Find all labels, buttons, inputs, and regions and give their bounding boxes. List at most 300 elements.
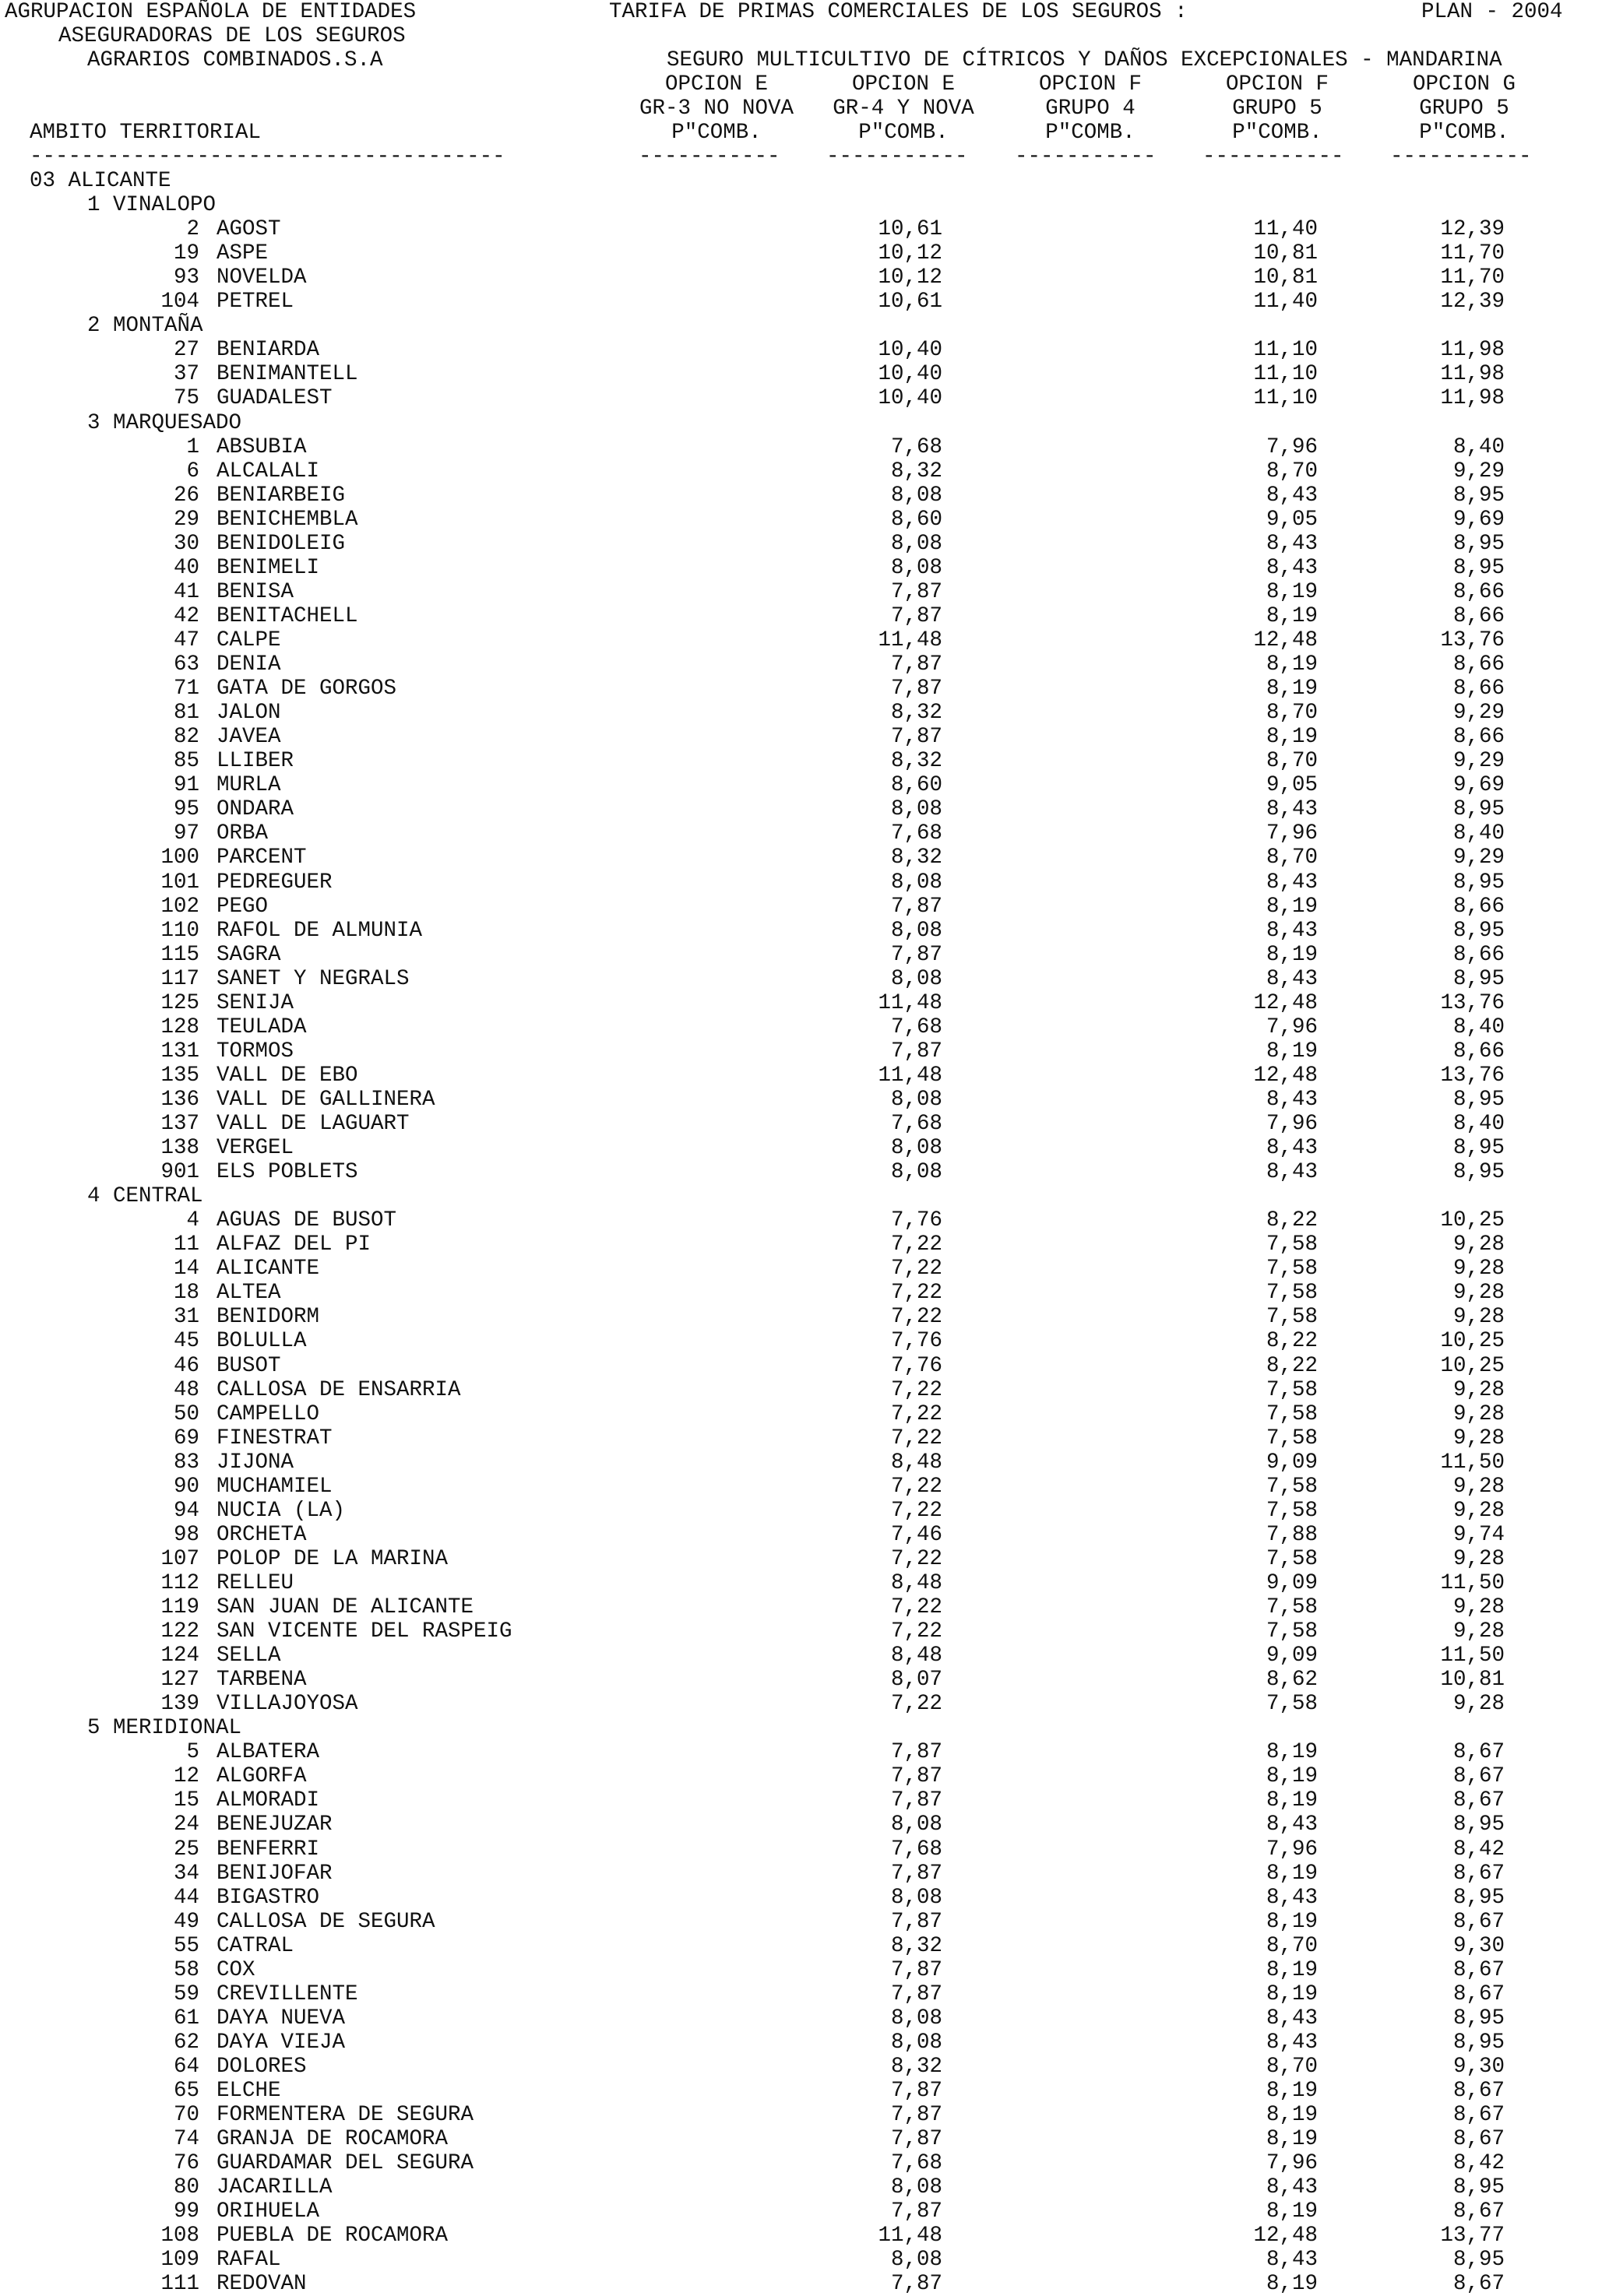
municipality-name: BENIMELI (217, 555, 320, 580)
municipality-name: SANET Y NEGRALS (217, 966, 410, 991)
premium-g-gr5: 8,67 (1452, 2127, 1505, 2152)
premium-f-gr5: 7,58 (1266, 1257, 1318, 1282)
premium-f-gr5: 9,09 (1266, 1644, 1318, 1668)
premium-f-gr5: 12,48 (1253, 2224, 1318, 2249)
municipality-name: GUADALEST (217, 386, 333, 411)
premium-g-gr5: 8,67 (1452, 2079, 1505, 2103)
premium-e-gr4: 7,22 (890, 1692, 942, 1717)
premium-g-gr5: 9,30 (1452, 1933, 1505, 1958)
premium-g-gr5: 8,66 (1452, 894, 1505, 919)
premium-f-gr5: 7,96 (1266, 1837, 1318, 1862)
premium-f-gr5: 12,48 (1253, 990, 1318, 1015)
premium-g-gr5: 8,67 (1452, 2199, 1505, 2224)
premium-g-gr5: 9,28 (1452, 1232, 1505, 1257)
premium-e-gr4: 7,87 (890, 1764, 942, 1789)
premium-e-gr4: 8,08 (890, 1160, 942, 1184)
municipality-code: 139 (160, 1692, 199, 1717)
municipality-code: 99 (173, 2199, 199, 2224)
municipality-code: 901 (160, 1160, 199, 1184)
premium-e-gr4: 7,22 (890, 1474, 942, 1499)
premium-f-gr5: 8,19 (1266, 603, 1318, 628)
municipality-name: PETREL (217, 290, 294, 315)
org-line-1: AGRUPACION ESPAÑOLA DE ENTIDADES (5, 0, 417, 24)
premium-f-gr5: 7,58 (1266, 1401, 1318, 1426)
municipality-name: AGOST (217, 217, 281, 242)
premium-g-gr5: 13,76 (1440, 990, 1505, 1015)
municipality-code: 6 (186, 459, 199, 483)
premium-e-gr4: 8,48 (890, 1570, 942, 1595)
premium-f-gr5: 12,48 (1253, 628, 1318, 652)
municipality-code: 29 (173, 507, 199, 532)
col3-rule: ----------- (1015, 145, 1157, 169)
municipality-code: 5 (186, 1740, 199, 1765)
premium-g-gr5: 13,76 (1440, 1063, 1505, 1088)
municipality-name: ALCALALI (217, 459, 320, 483)
premium-e-gr4: 8,32 (890, 846, 942, 870)
premium-f-gr5: 8,19 (1266, 2272, 1318, 2296)
premium-e-gr4: 7,87 (890, 1909, 942, 1934)
municipality-code: 61 (173, 2006, 199, 2031)
municipality-code: 101 (160, 870, 199, 895)
premium-f-gr5: 7,88 (1266, 1522, 1318, 1547)
municipality-name: VALL DE GALLINERA (217, 1087, 435, 1112)
premium-e-gr4: 7,68 (890, 821, 942, 846)
municipality-code: 48 (173, 1377, 199, 1402)
col5-rule: ----------- (1390, 145, 1532, 169)
premium-g-gr5: 8,67 (1452, 1788, 1505, 1813)
col1-rule: ----------- (639, 145, 780, 169)
municipality-name: VALL DE LAGUART (217, 1112, 410, 1136)
premium-e-gr4: 10,40 (878, 386, 942, 411)
municipality-name: DAYA NUEVA (217, 2006, 346, 2031)
premium-g-gr5: 10,25 (1440, 1353, 1505, 1378)
premium-g-gr5: 8,95 (1452, 1160, 1505, 1184)
premium-g-gr5: 8,40 (1452, 821, 1505, 846)
premium-f-gr5: 8,22 (1266, 1329, 1318, 1354)
premium-f-gr5: 8,19 (1266, 894, 1318, 919)
municipality-code: 15 (173, 1788, 199, 1813)
premium-f-gr5: 8,43 (1266, 2248, 1318, 2273)
premium-e-gr4: 8,08 (890, 1813, 942, 1837)
premium-e-gr4: 7,87 (890, 2103, 942, 2127)
municipality-code: 58 (173, 1957, 199, 1982)
municipality-code: 115 (160, 942, 199, 967)
col1-unit: P"COMB. (671, 121, 762, 145)
premium-e-gr4: 8,08 (890, 918, 942, 943)
premium-e-gr4: 8,08 (890, 555, 942, 580)
municipality-code: 83 (173, 1450, 199, 1475)
premium-f-gr5: 8,19 (1266, 1981, 1318, 2006)
premium-e-gr4: 7,22 (890, 1377, 942, 1402)
municipality-code: 74 (173, 2127, 199, 2152)
col2-group: GR-4 Y NOVA (833, 97, 974, 121)
premium-e-gr4: 8,08 (890, 531, 942, 556)
premium-g-gr5: 9,29 (1452, 749, 1505, 774)
premium-e-gr4: 7,22 (890, 1619, 942, 1644)
premium-f-gr5: 8,19 (1266, 2199, 1318, 2224)
municipality-name: DENIA (217, 652, 281, 677)
premium-f-gr5: 12,48 (1253, 1063, 1318, 1088)
municipality-code: 70 (173, 2103, 199, 2127)
municipality-code: 30 (173, 531, 199, 556)
premium-f-gr5: 8,43 (1266, 1136, 1318, 1160)
municipality-name: BENIDORM (217, 1305, 320, 1330)
premium-e-gr4: 7,22 (890, 1305, 942, 1330)
premium-e-gr4: 10,61 (878, 217, 942, 242)
municipality-name: RELLEU (217, 1570, 294, 1595)
municipality-name: SAN VICENTE DEL RASPEIG (217, 1619, 512, 1644)
premium-e-gr4: 8,07 (890, 1668, 942, 1693)
premium-f-gr5: 8,19 (1266, 2079, 1318, 2103)
municipality-code: 65 (173, 2079, 199, 2103)
premium-e-gr4: 11,48 (878, 628, 942, 652)
premium-g-gr5: 9,28 (1452, 1281, 1505, 1306)
premium-f-gr5: 8,43 (1266, 797, 1318, 822)
comarca-heading: 4 CENTRAL (87, 1184, 203, 1209)
premium-e-gr4: 7,87 (890, 1957, 942, 1982)
municipality-name: DOLORES (217, 2054, 307, 2079)
premium-f-gr5: 8,70 (1266, 701, 1318, 726)
premium-g-gr5: 9,30 (1452, 2054, 1505, 2079)
municipality-name: REDOVAN (217, 2272, 307, 2296)
premium-g-gr5: 9,29 (1452, 846, 1505, 870)
premium-g-gr5: 8,67 (1452, 1981, 1505, 2006)
municipality-code: 2 (186, 217, 199, 242)
premium-f-gr5: 7,96 (1266, 434, 1318, 459)
premium-g-gr5: 8,95 (1452, 2030, 1505, 2055)
premium-f-gr5: 8,70 (1266, 1933, 1318, 1958)
premium-f-gr5: 8,43 (1266, 2175, 1318, 2200)
premium-g-gr5: 8,95 (1452, 2175, 1505, 2200)
premium-f-gr5: 8,19 (1266, 1764, 1318, 1789)
premium-g-gr5: 11,70 (1440, 265, 1505, 290)
municipality-code: 119 (160, 1595, 199, 1619)
premium-f-gr5: 8,43 (1266, 918, 1318, 943)
premium-e-gr4: 7,87 (890, 1740, 942, 1765)
municipality-code: 138 (160, 1136, 199, 1160)
premium-e-gr4: 10,12 (878, 241, 942, 266)
municipality-name: GRANJA DE ROCAMORA (217, 2127, 449, 2152)
municipality-code: 69 (173, 1426, 199, 1450)
premium-f-gr5: 8,19 (1266, 2103, 1318, 2127)
municipality-name: AGUAS DE BUSOT (217, 1208, 397, 1233)
premium-g-gr5: 9,28 (1452, 1257, 1505, 1282)
premium-g-gr5: 8,95 (1452, 918, 1505, 943)
municipality-name: BENISA (217, 579, 294, 604)
municipality-code: 14 (173, 1257, 199, 1282)
premium-g-gr5: 8,95 (1452, 797, 1505, 822)
premium-e-gr4: 8,08 (890, 2175, 942, 2200)
premium-g-gr5: 8,95 (1452, 966, 1505, 991)
premium-e-gr4: 7,68 (890, 1112, 942, 1136)
col1-group: GR-3 NO NOVA (639, 97, 794, 121)
premium-g-gr5: 9,28 (1452, 1401, 1505, 1426)
premium-g-gr5: 8,67 (1452, 2103, 1505, 2127)
ambito-label: AMBITO TERRITORIAL (30, 121, 262, 145)
premium-e-gr4: 7,87 (890, 2199, 942, 2224)
municipality-name: CATRAL (217, 1933, 294, 1958)
col4-unit: P"COMB. (1232, 121, 1322, 145)
premium-g-gr5: 8,95 (1452, 2006, 1505, 2031)
premium-e-gr4: 7,87 (890, 1039, 942, 1064)
premium-f-gr5: 7,96 (1266, 1112, 1318, 1136)
premium-g-gr5: 8,66 (1452, 942, 1505, 967)
premium-g-gr5: 8,95 (1452, 1813, 1505, 1837)
municipality-name: BENITACHELL (217, 603, 358, 628)
municipality-code: 59 (173, 1981, 199, 2006)
municipality-name: BENICHEMBLA (217, 507, 358, 532)
col5-group: GRUPO 5 (1419, 97, 1509, 121)
municipality-code: 25 (173, 1837, 199, 1862)
premium-e-gr4: 8,48 (890, 1644, 942, 1668)
premium-e-gr4: 8,08 (890, 966, 942, 991)
premium-f-gr5: 8,70 (1266, 846, 1318, 870)
municipality-code: 1 (186, 434, 199, 459)
municipality-code: 98 (173, 1522, 199, 1547)
premium-g-gr5: 9,28 (1452, 1498, 1505, 1523)
premium-f-gr5: 8,70 (1266, 749, 1318, 774)
municipality-code: 27 (173, 338, 199, 363)
premium-f-gr5: 7,58 (1266, 1232, 1318, 1257)
municipality-name: MURLA (217, 773, 281, 798)
premium-e-gr4: 11,48 (878, 990, 942, 1015)
org-line-2: ASEGURADORAS DE LOS SEGUROS (58, 24, 406, 48)
premium-e-gr4: 7,87 (890, 894, 942, 919)
municipality-code: 64 (173, 2054, 199, 2079)
premium-g-gr5: 11,98 (1440, 386, 1505, 411)
premium-f-gr5: 8,19 (1266, 652, 1318, 677)
premium-f-gr5: 9,05 (1266, 507, 1318, 532)
premium-f-gr5: 7,58 (1266, 1692, 1318, 1717)
premium-g-gr5: 8,66 (1452, 652, 1505, 677)
premium-f-gr5: 7,58 (1266, 1281, 1318, 1306)
col3-option: OPCION F (1038, 72, 1142, 97)
premium-g-gr5: 8,42 (1452, 1837, 1505, 1862)
municipality-code: 85 (173, 749, 199, 774)
municipality-code: 12 (173, 1764, 199, 1789)
municipality-name: CALLOSA DE ENSARRIA (217, 1377, 461, 1402)
municipality-name: NUCIA (LA) (217, 1498, 346, 1523)
municipality-code: 50 (173, 1401, 199, 1426)
premium-f-gr5: 8,43 (1266, 870, 1318, 895)
municipality-code: 93 (173, 265, 199, 290)
premium-f-gr5: 8,19 (1266, 1788, 1318, 1813)
premium-f-gr5: 8,43 (1266, 1885, 1318, 1910)
premium-e-gr4: 7,87 (890, 1981, 942, 2006)
municipality-name: BENIARDA (217, 338, 320, 363)
ambito-rule: ------------------------------------- (30, 145, 505, 169)
municipality-code: 131 (160, 1039, 199, 1064)
premium-f-gr5: 7,58 (1266, 1595, 1318, 1619)
premium-f-gr5: 8,22 (1266, 1353, 1318, 1378)
premium-g-gr5: 9,29 (1452, 701, 1505, 726)
premium-e-gr4: 11,48 (878, 1063, 942, 1088)
premium-e-gr4: 7,87 (890, 1788, 942, 1813)
municipality-name: NOVELDA (217, 265, 307, 290)
premium-g-gr5: 12,39 (1440, 217, 1505, 242)
comarca-heading: 5 MERIDIONAL (87, 1716, 242, 1741)
municipality-name: ALGORFA (217, 1764, 307, 1789)
municipality-name: MUCHAMIEL (217, 1474, 333, 1499)
premium-f-gr5: 8,19 (1266, 1861, 1318, 1886)
premium-f-gr5: 11,40 (1253, 217, 1318, 242)
premium-e-gr4: 10,61 (878, 290, 942, 315)
municipality-name: BENIDOLEIG (217, 531, 346, 556)
premium-f-gr5: 7,58 (1266, 1474, 1318, 1499)
premium-g-gr5: 8,66 (1452, 579, 1505, 604)
org-line-3: AGRARIOS COMBINADOS.S.A (87, 48, 383, 72)
premium-f-gr5: 7,58 (1266, 1546, 1318, 1571)
premium-e-gr4: 7,22 (890, 1426, 942, 1450)
municipality-code: 63 (173, 652, 199, 677)
premium-f-gr5: 7,58 (1266, 1377, 1318, 1402)
premium-g-gr5: 8,66 (1452, 725, 1505, 750)
premium-f-gr5: 11,10 (1253, 362, 1318, 387)
municipality-name: BENIJOFAR (217, 1861, 333, 1886)
municipality-code: 94 (173, 1498, 199, 1523)
premium-f-gr5: 7,58 (1266, 1498, 1318, 1523)
premium-e-gr4: 8,08 (890, 797, 942, 822)
municipality-name: BENEJUZAR (217, 1813, 333, 1837)
premium-g-gr5: 11,50 (1440, 1644, 1505, 1668)
premium-e-gr4: 7,87 (890, 603, 942, 628)
municipality-name: RAFAL (217, 2248, 281, 2273)
premium-e-gr4: 7,87 (890, 677, 942, 701)
premium-e-gr4: 7,87 (890, 652, 942, 677)
premium-g-gr5: 9,28 (1452, 1377, 1505, 1402)
municipality-code: 100 (160, 846, 199, 870)
premium-e-gr4: 7,87 (890, 725, 942, 750)
municipality-name: CALLOSA DE SEGURA (217, 1909, 435, 1934)
premium-e-gr4: 8,08 (890, 2006, 942, 2031)
municipality-name: JAVEA (217, 725, 281, 750)
col2-unit: P"COMB. (858, 121, 949, 145)
premium-g-gr5: 8,40 (1452, 1014, 1505, 1039)
premium-e-gr4: 8,60 (890, 773, 942, 798)
premium-e-gr4: 7,68 (890, 1014, 942, 1039)
municipality-name: SENIJA (217, 990, 294, 1015)
premium-f-gr5: 8,62 (1266, 1668, 1318, 1693)
premium-e-gr4: 11,48 (878, 2224, 942, 2249)
premium-e-gr4: 7,87 (890, 942, 942, 967)
premium-f-gr5: 8,19 (1266, 2127, 1318, 2152)
premium-g-gr5: 8,95 (1452, 870, 1505, 895)
premium-f-gr5: 8,22 (1266, 1208, 1318, 1233)
municipality-code: 34 (173, 1861, 199, 1886)
premium-g-gr5: 9,28 (1452, 1692, 1505, 1717)
municipality-name: ABSUBIA (217, 434, 307, 459)
municipality-code: 62 (173, 2030, 199, 2055)
premium-f-gr5: 8,43 (1266, 966, 1318, 991)
municipality-name: POLOP DE LA MARINA (217, 1546, 449, 1571)
premium-e-gr4: 7,87 (890, 1861, 942, 1886)
municipality-code: 42 (173, 603, 199, 628)
municipality-code: 117 (160, 966, 199, 991)
municipality-code: 102 (160, 894, 199, 919)
municipality-name: ONDARA (217, 797, 294, 822)
municipality-name: VILLAJOYOSA (217, 1692, 358, 1717)
premium-f-gr5: 8,19 (1266, 725, 1318, 750)
premium-g-gr5: 8,66 (1452, 1039, 1505, 1064)
premium-f-gr5: 7,96 (1266, 1014, 1318, 1039)
premium-e-gr4: 7,68 (890, 434, 942, 459)
municipality-name: ORCHETA (217, 1522, 307, 1547)
premium-e-gr4: 7,22 (890, 1401, 942, 1426)
premium-f-gr5: 9,09 (1266, 1570, 1318, 1595)
col5-option: OPCION G (1412, 72, 1516, 97)
premium-f-gr5: 11,10 (1253, 386, 1318, 411)
municipality-code: 122 (160, 1619, 199, 1644)
municipality-code: 127 (160, 1668, 199, 1693)
municipality-code: 71 (173, 677, 199, 701)
municipality-name: LLIBER (217, 749, 294, 774)
premium-f-gr5: 8,19 (1266, 1909, 1318, 1934)
premium-f-gr5: 8,19 (1266, 1039, 1318, 1064)
municipality-name: BOLULLA (217, 1329, 307, 1354)
municipality-name: GUARDAMAR DEL SEGURA (217, 2151, 474, 2176)
premium-f-gr5: 11,40 (1253, 290, 1318, 315)
premium-e-gr4: 8,08 (890, 483, 942, 508)
municipality-name: PUEBLA DE ROCAMORA (217, 2224, 449, 2249)
premium-g-gr5: 8,95 (1452, 1136, 1505, 1160)
municipality-code: 80 (173, 2175, 199, 2200)
municipality-code: 137 (160, 1112, 199, 1136)
plan-label: PLAN - 2004 (1421, 0, 1563, 24)
premium-e-gr4: 10,12 (878, 265, 942, 290)
premium-f-gr5: 8,19 (1266, 942, 1318, 967)
premium-e-gr4: 8,60 (890, 507, 942, 532)
premium-g-gr5: 8,95 (1452, 555, 1505, 580)
premium-g-gr5: 8,95 (1452, 2248, 1505, 2273)
municipality-code: 91 (173, 773, 199, 798)
premium-f-gr5: 7,58 (1266, 1426, 1318, 1450)
municipality-code: 4 (186, 1208, 199, 1233)
municipality-name: BIGASTRO (217, 1885, 320, 1910)
premium-g-gr5: 8,67 (1452, 1909, 1505, 1934)
premium-f-gr5: 7,58 (1266, 1305, 1318, 1330)
municipality-name: ORBA (217, 821, 269, 846)
municipality-name: TARBENA (217, 1668, 307, 1693)
municipality-name: SAGRA (217, 942, 281, 967)
premium-g-gr5: 13,77 (1440, 2224, 1505, 2249)
col3-unit: P"COMB. (1045, 121, 1135, 145)
municipality-code: 125 (160, 990, 199, 1015)
col4-rule: ----------- (1202, 145, 1344, 169)
municipality-name: FORMENTERA DE SEGURA (217, 2103, 474, 2127)
premium-f-gr5: 7,96 (1266, 821, 1318, 846)
municipality-name: VERGEL (217, 1136, 294, 1160)
municipality-code: 109 (160, 2248, 199, 2273)
premium-g-gr5: 8,67 (1452, 1861, 1505, 1886)
premium-e-gr4: 8,32 (890, 749, 942, 774)
premium-g-gr5: 8,42 (1452, 2151, 1505, 2176)
premium-f-gr5: 8,19 (1266, 1957, 1318, 1982)
municipality-code: 45 (173, 1329, 199, 1354)
premium-g-gr5: 11,50 (1440, 1450, 1505, 1475)
premium-g-gr5: 9,28 (1452, 1474, 1505, 1499)
municipality-name: JACARILLA (217, 2175, 333, 2200)
comarca-heading: 1 VINALOPO (87, 193, 217, 218)
premium-g-gr5: 10,25 (1440, 1329, 1505, 1354)
premium-g-gr5: 9,28 (1452, 1305, 1505, 1330)
premium-f-gr5: 8,70 (1266, 2054, 1318, 2079)
municipality-code: 112 (160, 1570, 199, 1595)
premium-g-gr5: 9,28 (1452, 1619, 1505, 1644)
municipality-code: 18 (173, 1281, 199, 1306)
premium-g-gr5: 9,28 (1452, 1426, 1505, 1450)
premium-f-gr5: 8,43 (1266, 2006, 1318, 2031)
municipality-code: 108 (160, 2224, 199, 2249)
